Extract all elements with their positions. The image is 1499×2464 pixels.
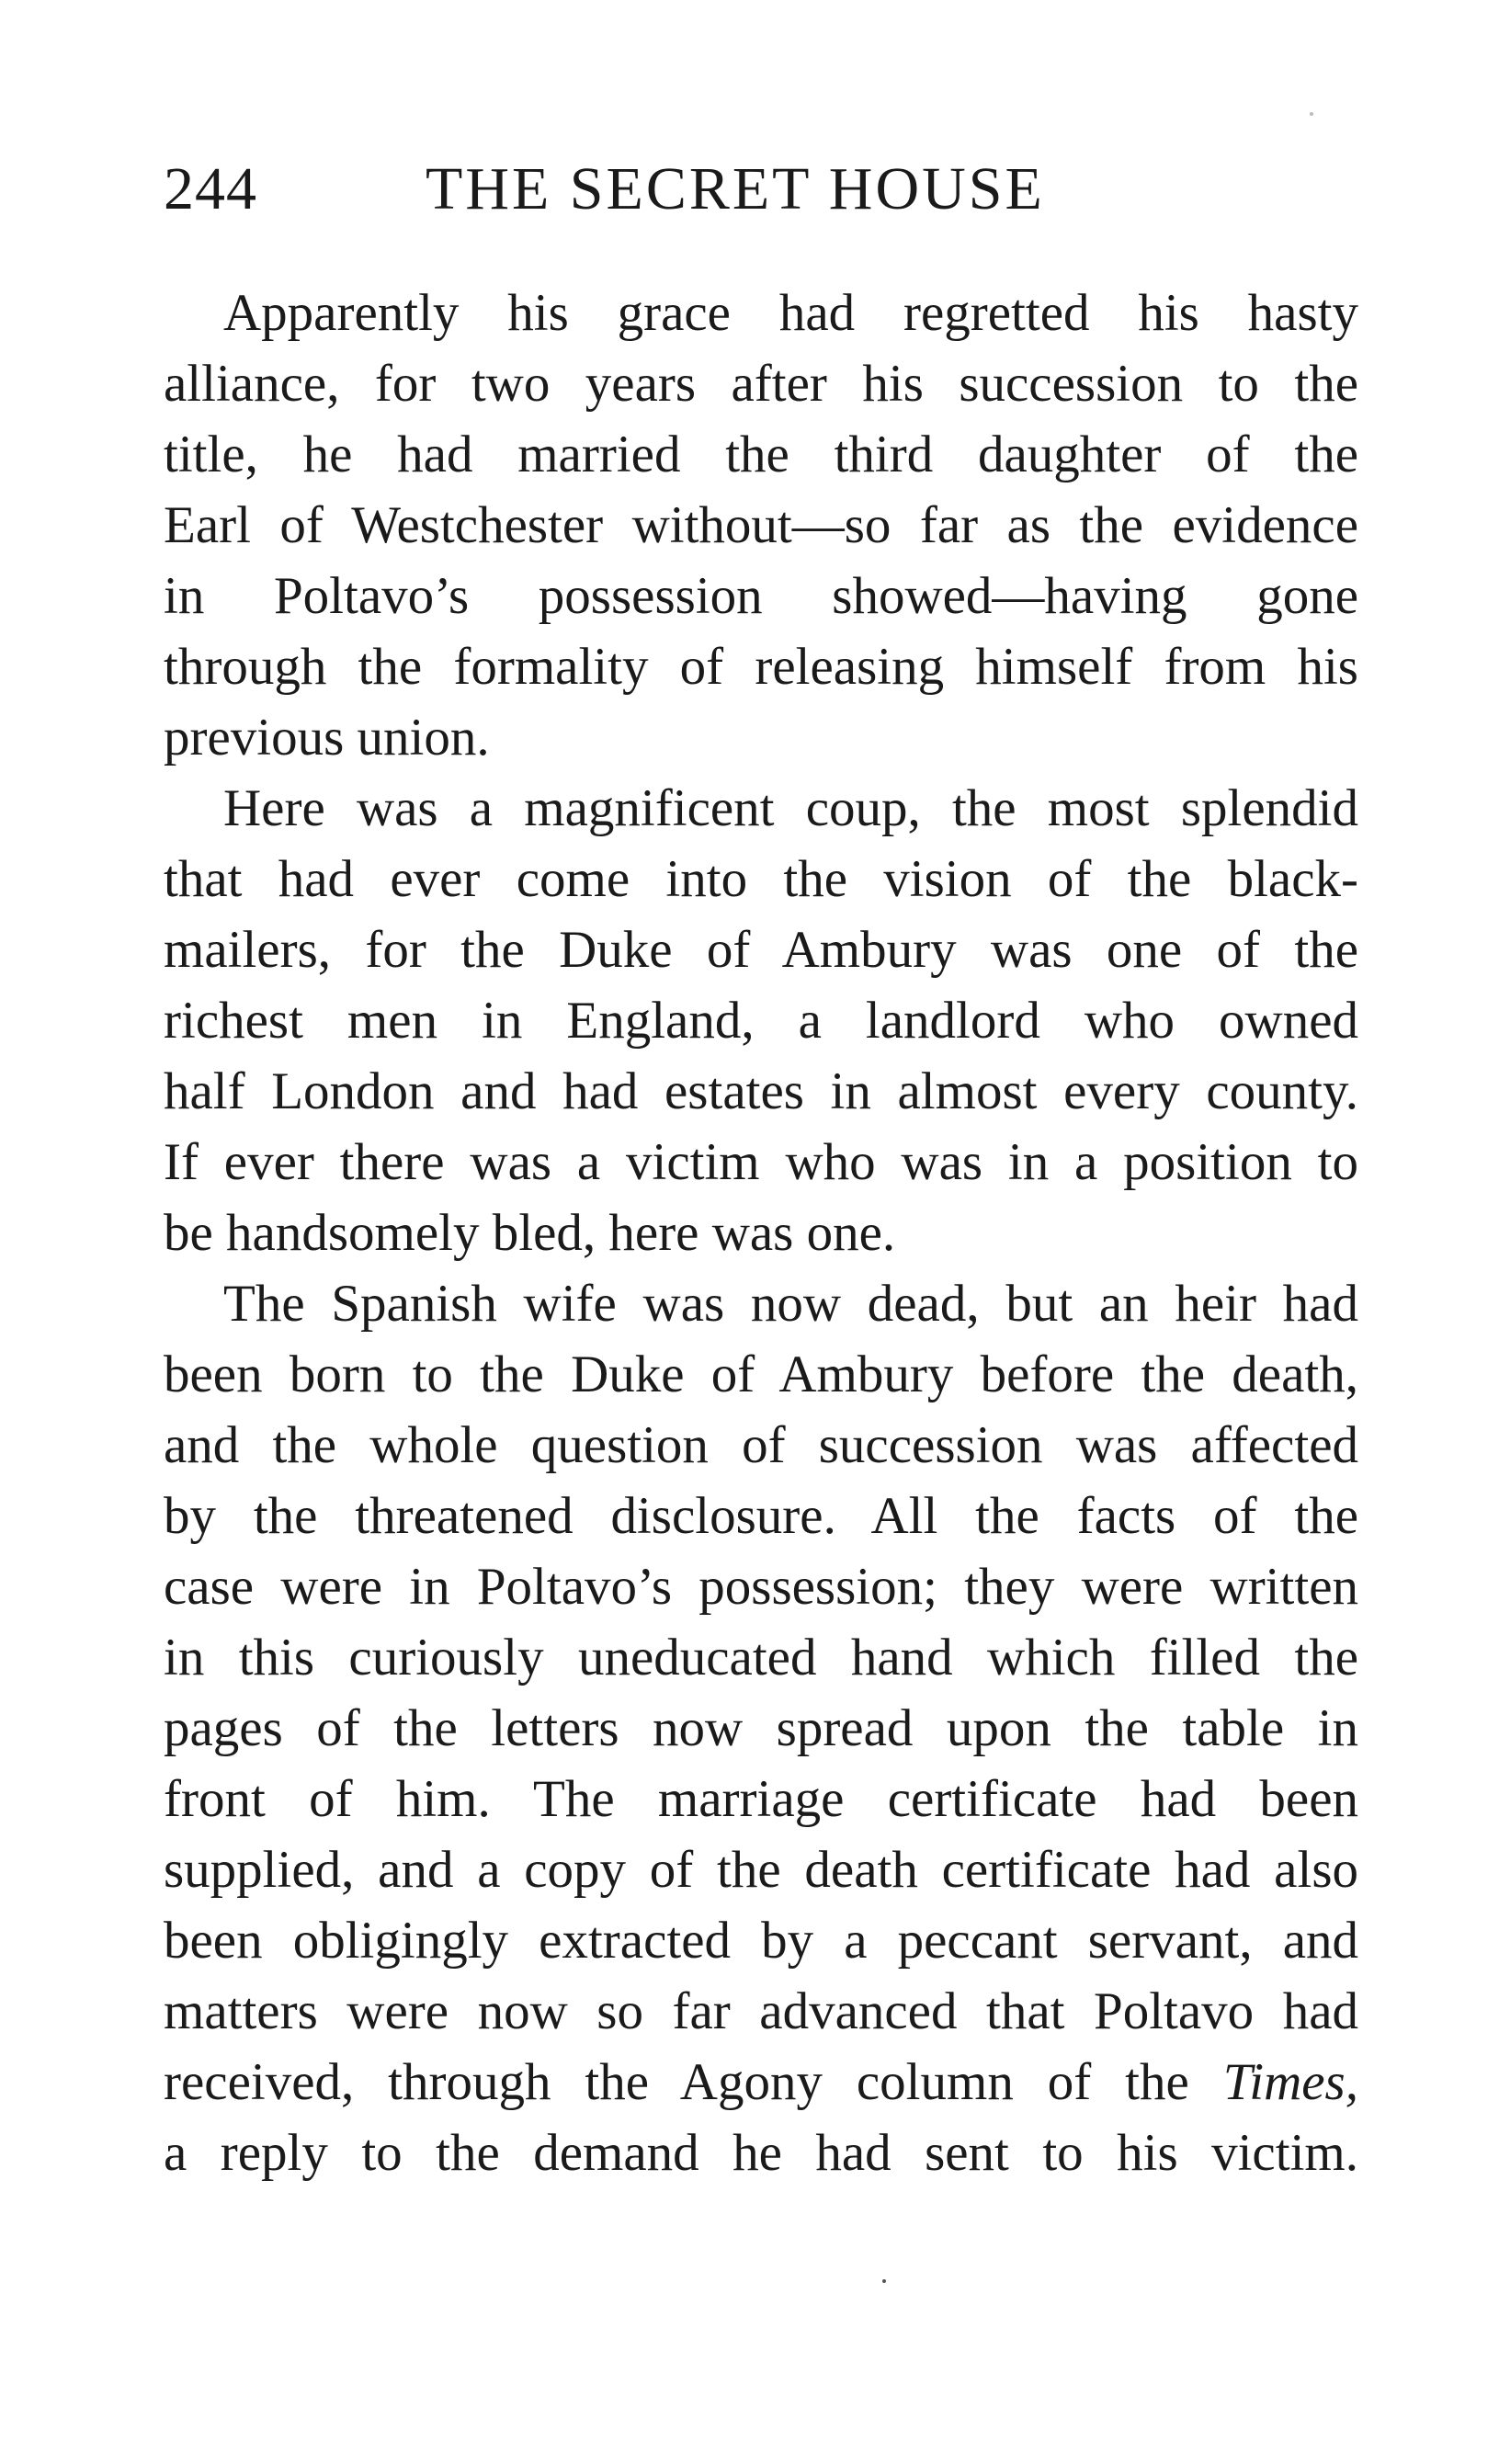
text-line: that had ever come into the vision of the black- [164,850,1358,908]
text-line: richest men in England, a landlord who owned [164,992,1358,1050]
italic-title: Times, [1222,2053,1358,2111]
text-line: Earl of Westchester without—so far as the evidence [164,496,1358,554]
paragraph [164,1268,1358,2188]
text-line: If ever there was a victim who was in a position to [164,1133,1358,1191]
text-line: previous union. [164,709,490,766]
text-line: Here was a magnificent coup, the most splendid [223,779,1358,837]
text-line: be handsomely bled, here was one. [164,1204,896,1262]
print-speck [882,2279,886,2283]
paragraph [164,773,1358,1268]
body-text [164,278,1358,2188]
text-line: received, through the Agony column of the Times, [164,2053,1358,2111]
text-line: and the whole question of succession was affected [164,1416,1358,1474]
print-speck [1310,112,1313,116]
text-line: title, he had married the third daughter of the [164,426,1358,483]
text-line: pages of the letters now spread upon the table in [164,1699,1358,1757]
running-title: THE SECRET HOUSE [426,155,1045,222]
text-line: Apparently his grace had regretted his hasty [223,284,1358,342]
text-line: matters were now so far advanced that Poltavo had [164,1982,1358,2040]
text-line: in this curiously uneducated hand which filled the [164,1629,1358,1686]
text-line: front of him. The marriage certificate had been [164,1770,1358,1828]
paragraph [164,278,1358,773]
text-line: case were in Poltavo’s possession; they were written [164,1558,1358,1616]
page-number: 244 [164,155,257,222]
text-line: half London and had estates in almost every county. [164,1062,1358,1120]
text-line: mailers, for the Duke of Ambury was one of the [164,921,1358,979]
text-line: by the threatened disclosure. All the facts of the [164,1487,1358,1545]
text-line: The Spanish wife was now dead, but an heir had [223,1275,1358,1333]
text-line: in Poltavo’s possession showed—having gone [164,567,1358,625]
page-header [164,153,1386,226]
text-line: through the formality of releasing himself from his [164,638,1358,696]
text-line: been born to the Duke of Ambury before the death, [164,1346,1358,1403]
text-line: been obligingly extracted by a peccant servant, and [164,1912,1358,1970]
text-line: a reply to the demand he had sent to his victim. [164,2124,1358,2182]
text-line: alliance, for two years after his succession to the [164,355,1358,413]
text-line: supplied, and a copy of the death certificate had also [164,1841,1358,1899]
